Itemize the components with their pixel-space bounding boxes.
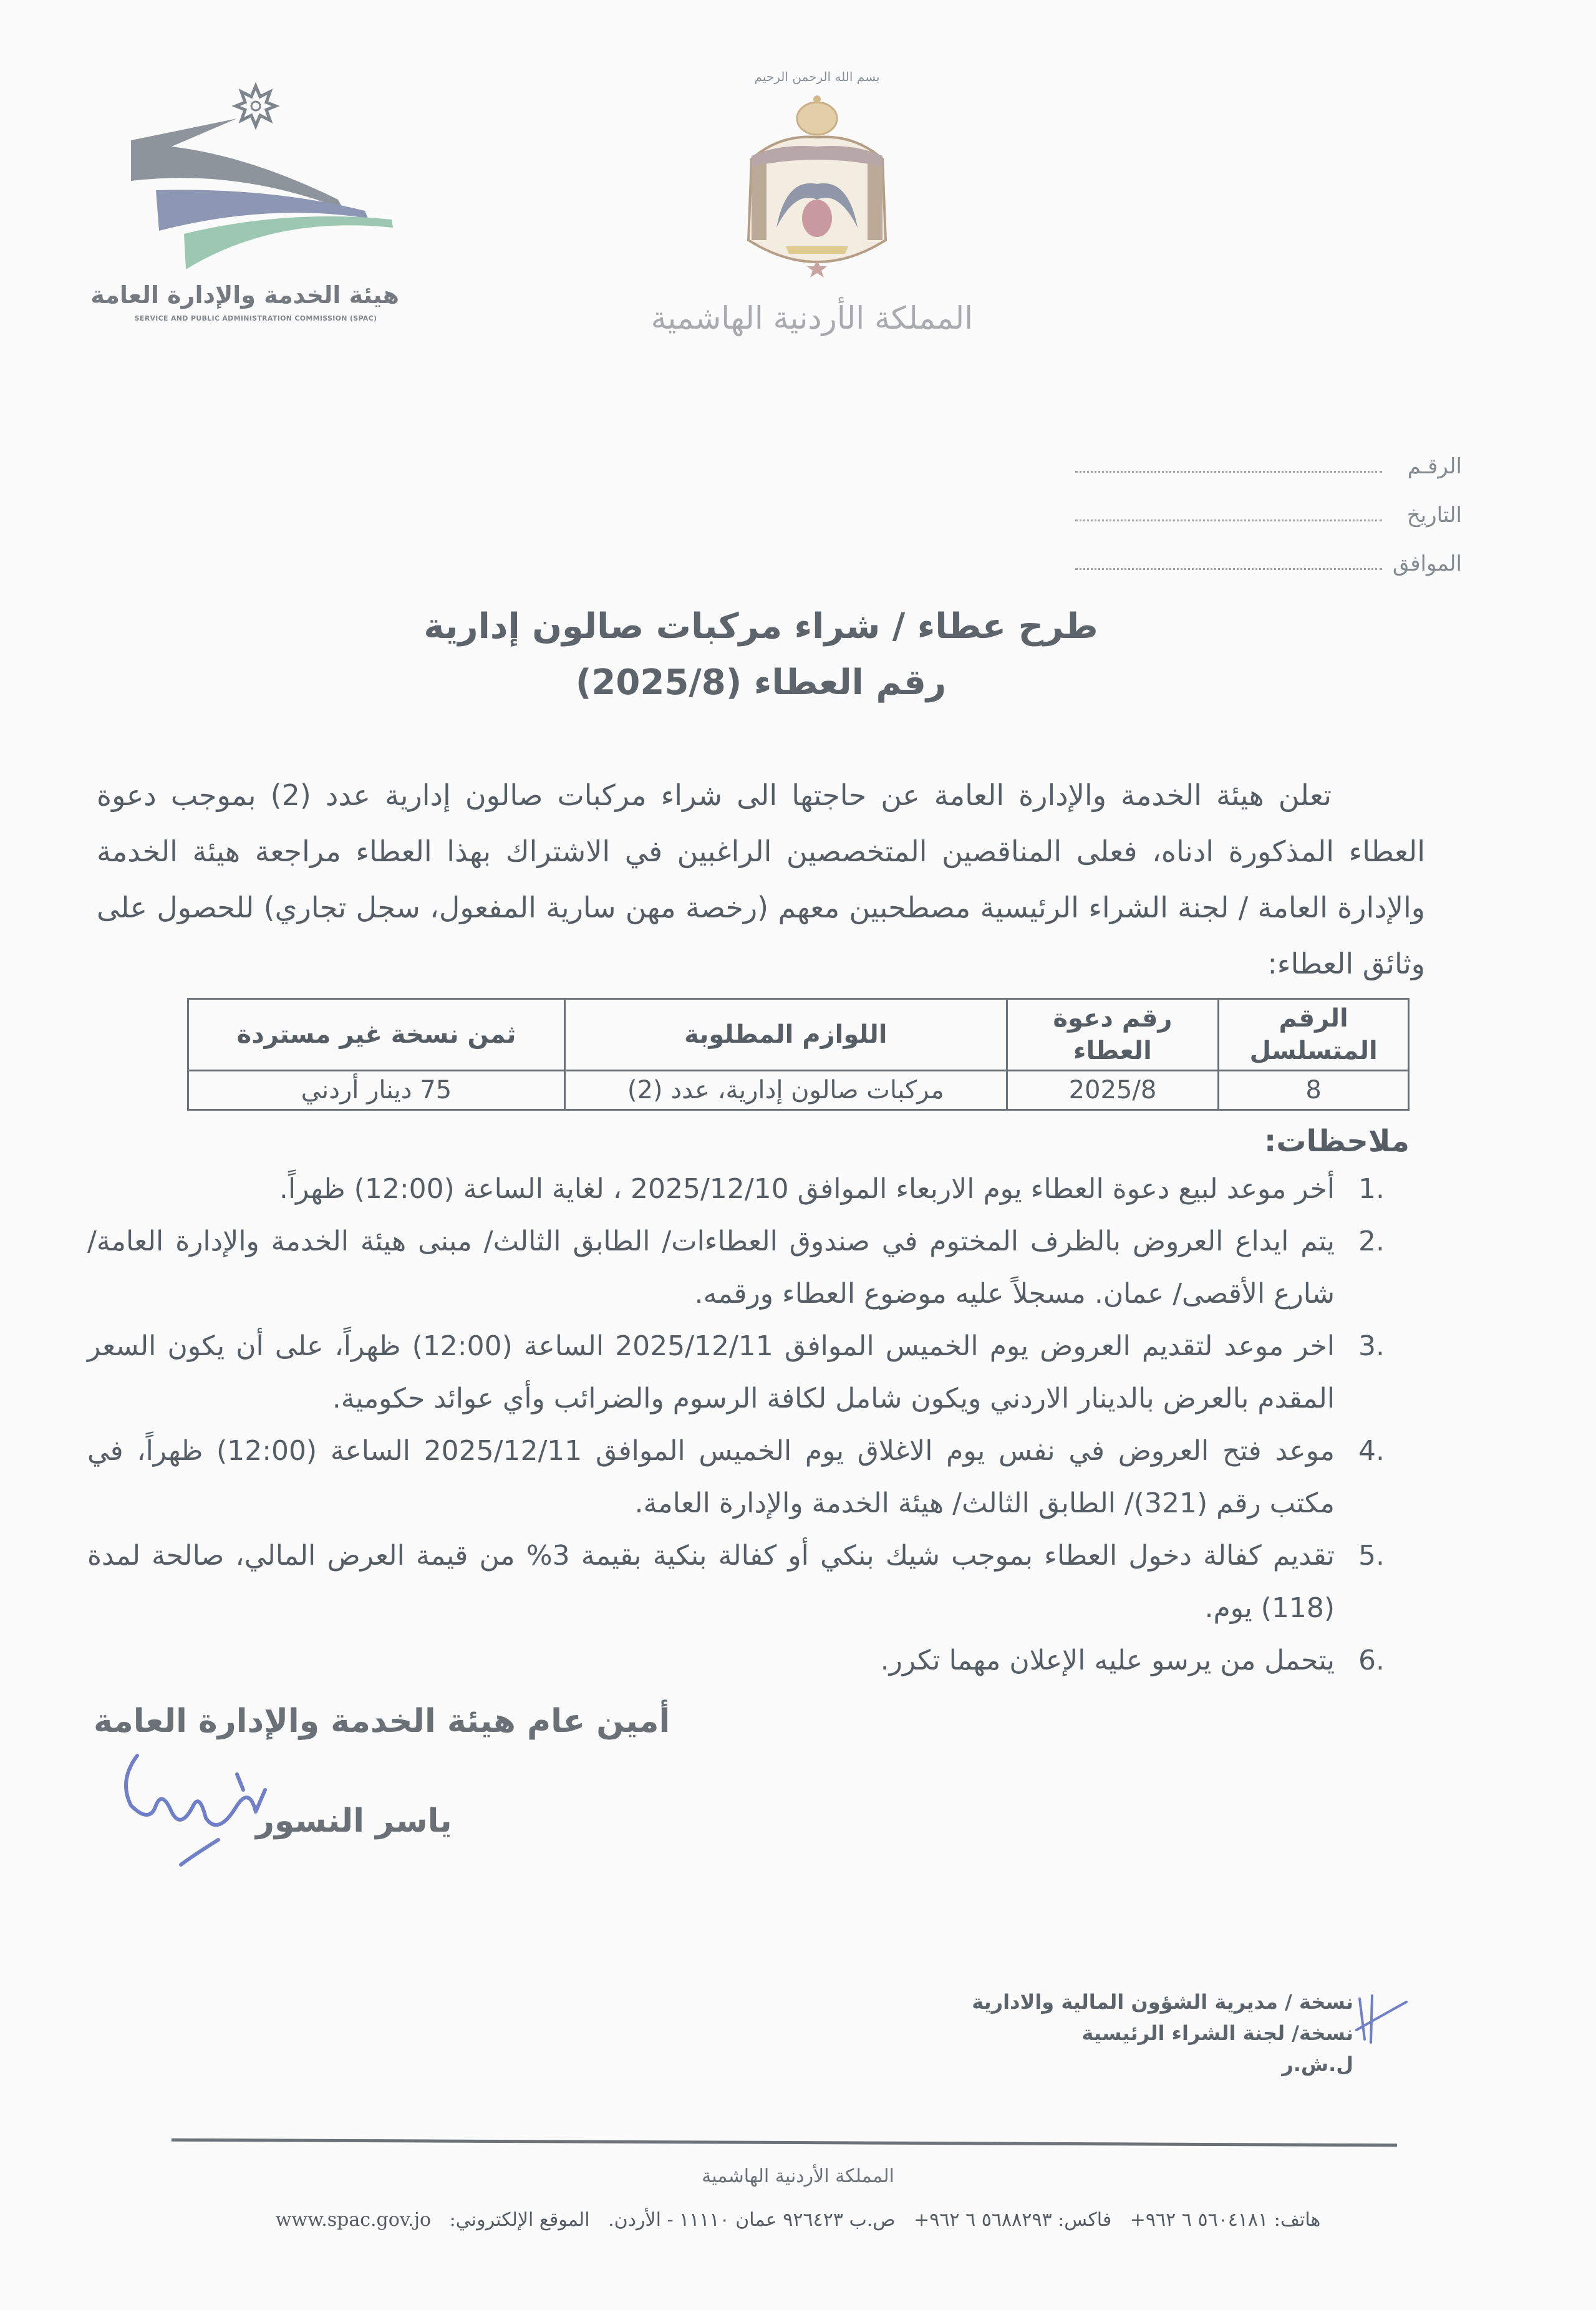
note-text: موعد فتح العروض في نفس يوم الاغلاق يوم الخميس الموافق 2025/12/11 الساعة (12:00) ظهراً، في مكتب رقم (321)/ الطابق الثالث/ هيئة الخدمة والإدارة العامة. [87,1435,1335,1519]
kingdom-title: المملكة الأردنية الهاشمية [650,300,973,336]
main-content [87,599,1434,2111]
footer-website-label: الموقع الإلكتروني: [449,2209,590,2231]
header-serial-number: الرقم المتسلسل [1219,999,1409,1071]
table-header-row [188,999,1409,1071]
note-item [87,1530,1385,1635]
reference-date-label: التاريخ [1406,503,1462,528]
copy-line-procurement: نسخة/ لجنة الشراء الرئيسية [1081,2021,1353,2045]
spac-logo [90,75,399,337]
footer-kingdom: المملكة الأردنية الهاشمية [702,2165,894,2187]
note-item [87,1320,1385,1425]
note-text: أخر موعد لبيع دعوة العطاء يوم الاربعاء الموافق 2025/12/10 ، لغاية الساعة (12:00) ظهراً. [279,1173,1335,1205]
footer-phone: هاتف: ٥٦٠٤١٨١ ٦ ٩٦٢+ [1129,2209,1321,2231]
spac-logo-graphic [112,75,399,274]
reference-corresponding-label: الموافق [1392,551,1462,576]
footer-contact [0,2208,1596,2233]
coat-of-arms-emblem-icon [717,90,917,290]
signer-name: ياسر النسور [256,1802,452,1840]
note-item [87,1215,1385,1320]
document-title: طرح عطاء / شراء مركبات صالون إدارية [423,606,1098,647]
intro-paragraph [97,767,1425,992]
note-text: اخر موعد لتقديم العروض يوم الخميس الموافق 2025/12/11 الساعة (12:00) ظهراً، على أن يكون السعر المقدم بالعرض بالدينار الاردني ويكون شامل لكافة الرسوم والضرائب وأي عوائد حكومية. [87,1330,1335,1414]
jordan-star-icon [236,86,276,126]
cell-copy-price: 75 دينار أردني [188,1071,565,1110]
reference-number-label: الرقـم [1407,454,1462,479]
note-number: .4 [1358,1435,1385,1467]
signature-block [87,1699,1434,1905]
header-tender-number: رقم دعوة العطاء [1007,999,1219,1071]
table-row [188,1071,1409,1110]
basmala: بسم الله الرحمن الرحيم [754,69,880,84]
copy-line-finance: نسخة / مديرية الشؤون المالية والادارية [972,1990,1353,2014]
cell-serial-number: 8 [1219,1071,1409,1110]
cell-tender-number: 2025/8 [1007,1071,1219,1110]
jordan-coat-of-arms [650,69,973,343]
note-text: تقديم كفالة دخول العطاء بموجب شيك بنكي أو كفالة بنكية بقيمة 3% من قيمة العرض المالي، صالحة لمدة (118) يوم. [87,1540,1335,1624]
reference-corresponding-row [1075,528,1462,576]
tender-table [187,998,1410,1111]
reference-number-field [1075,470,1382,473]
copies-area [87,1986,1434,2111]
org-name-arabic: هيئة الخدمة والإدارة العامة [90,281,399,309]
note-item [87,1425,1385,1530]
notes-list [87,1163,1434,1687]
note-number: .6 [1358,1645,1385,1676]
reference-date-field [1075,518,1382,521]
footer-website-link[interactable]: www.spac.gov.jo [275,2209,432,2231]
reference-number-row [1075,430,1462,479]
reference-date-row [1075,479,1462,528]
header-required-supplies: اللوازم المطلوبة [564,999,1007,1071]
note-number: .5 [1358,1540,1385,1572]
note-item [87,1163,1385,1215]
footer-fax: فاكس: ٥٦٨٨٢٩٣ ٦ ٩٦٢+ [914,2209,1112,2231]
org-name-english: SERVICE AND PUBLIC ADMINISTRATION COMMISSION (SPAC) [134,314,377,322]
reference-initials: ل.ش.ر [1282,2052,1353,2076]
notes-heading: ملاحظات: [1264,1124,1410,1159]
header-copy-price: ثمن نسخة غير مستردة [188,999,565,1071]
tender-number-title: رقم العطاء (2025/8) [575,662,947,703]
note-item [87,1635,1385,1687]
note-number: .2 [1358,1225,1385,1257]
footer-po-box: ص.ب ٩٢٦٤٢٣ عمان ١١١١٠ - الأردن. [608,2209,896,2231]
note-number: .1 [1358,1173,1385,1205]
signer-title: أمين عام هيئة الخدمة والإدارة العامة [94,1703,670,1740]
copies-block [972,1986,1353,2080]
cell-required-supplies: مركبات صالون إدارية، عدد (2) [564,1071,1007,1110]
reference-corresponding-field [1075,567,1382,570]
initials-signature [1353,1993,1410,2049]
note-number: .3 [1358,1330,1385,1362]
note-text: يتم ايداع العروض بالظرف المختوم في صندوق العطاءات/ الطابق الثالث/ مبنى هيئة الخدمة والإدارة العامة/ شارع الأقصى/ عمان. مسجلاً عليه موضوع العطاء ورقمه. [87,1225,1335,1310]
footer-divider [172,2138,1397,2147]
intro-text: تعلن هيئة الخدمة والإدارة العامة عن حاجتها الى شراء مركبات صالون إدارية عدد (2) بموجب دعوة العطاء المذكورة ادناه، فعلى المناقصين المتخصصين الراغبين في الاشتراك بهذا العطاء مراجعة هيئة الخدمة والإدارة العامة / لجنة الشراء الرئيسية مصطحبين معهم (رخصة مهن سارية المفعول، سجل تجاري) للحصول على وثائق العطاء: [97,778,1425,980]
reference-block [1075,430,1462,576]
note-text: يتحمل من يرسو عليه الإعلان مهما تكرر. [880,1645,1335,1676]
logo-swoosh-green [184,216,393,269]
